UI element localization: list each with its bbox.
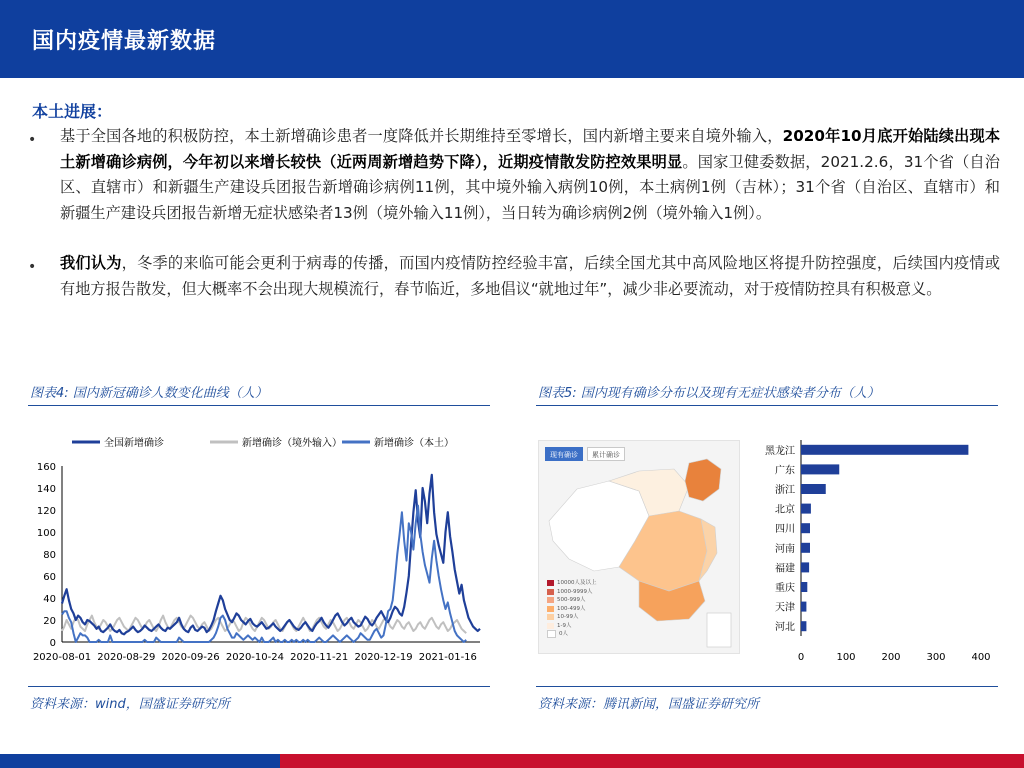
para2-bold: 我们认为 — [60, 254, 122, 272]
legend-swatch — [547, 606, 554, 612]
series-line — [62, 475, 480, 635]
x-tick-label: 100 — [836, 652, 856, 663]
x-tick-label: 2021-01-16 — [418, 652, 477, 663]
bar — [801, 484, 826, 494]
legend-label: 新增确诊（本土） — [374, 438, 454, 449]
map-tab-cumulative[interactable]: 累计确诊 — [587, 447, 625, 461]
x-tick-label: 200 — [881, 652, 901, 663]
bullet-paragraph-2 — [60, 251, 1000, 302]
bar — [801, 543, 810, 553]
legend-label: 新增确诊（境外输入） — [242, 438, 342, 449]
y-tick-label: 0 — [49, 638, 56, 649]
y-tick-label: 80 — [43, 550, 56, 561]
x-tick-label: 2020-09-26 — [161, 652, 220, 663]
legend-swatch — [547, 614, 554, 620]
fig4-title: 图表4: 国内新冠确诊人数变化曲线（人） — [30, 386, 268, 401]
category-label: 广东 — [775, 465, 795, 477]
fig4-top-rule — [28, 405, 490, 406]
para1-text-a: 基于全国各地的积极防控，本土新增确诊患者一度降低并长期维持至零增长，国内新增主要来自境外输入， — [60, 127, 783, 145]
china-map-panel — [538, 440, 740, 654]
category-label: 福建 — [775, 563, 795, 575]
bar-chart — [745, 436, 1000, 668]
fig5-title: 图表5: 国内现有确诊分布以及现有无症状感染者分布（人） — [538, 386, 880, 401]
y-tick-label: 140 — [36, 484, 56, 495]
map-south-sea-inset — [707, 613, 731, 647]
x-tick-label: 2020-12-19 — [354, 652, 413, 663]
category-label: 四川 — [775, 524, 795, 536]
bar — [801, 602, 806, 612]
legend-swatch — [547, 597, 554, 603]
y-tick-label: 40 — [43, 594, 56, 605]
fig4-source: 资料来源：wind，国盛证券研究所 — [30, 697, 230, 712]
y-tick-label: 20 — [43, 616, 56, 627]
legend-swatch — [547, 630, 556, 638]
bar — [801, 445, 968, 455]
bar — [801, 523, 810, 533]
para1-text-b: 。国家卫健委数据，2021.2.6，31个省（自治区、直辖市）和新疆生产建设兵团报告新增确诊病例11例，其中境外输入病例10例，本土病例1例（吉林）；31个省（自治区、直辖市）和新疆生产建设兵团报告新增无症状感染者13例（境外输入11例），当日转为确诊病例2例（境外输入1例）。 — [60, 152, 1000, 222]
bar — [801, 562, 809, 572]
fig5-bottom-rule — [536, 686, 998, 687]
legend-swatch — [547, 623, 554, 629]
y-tick-label: 60 — [43, 572, 56, 583]
bullet-paragraph-1 — [60, 124, 1000, 226]
header-bar — [0, 0, 1024, 78]
para1-bold: 2020年10月底开始陆续出现本土新增确诊病例，今年初以来增长较快（近两周新增趋势下降），近期疫情散发防控效果明显 — [60, 127, 1001, 171]
x-tick-label: 2020-10-24 — [225, 652, 284, 663]
y-tick-label: 160 — [36, 462, 56, 473]
legend-label: 全国新增确诊 — [104, 438, 164, 449]
category-label: 北京 — [775, 504, 795, 516]
fig4-bottom-rule — [28, 686, 490, 687]
x-tick-label: 2020-11-21 — [290, 652, 349, 663]
bar — [801, 582, 807, 592]
section-title: 本土进展： — [32, 102, 113, 121]
category-label: 重庆 — [775, 583, 795, 594]
x-tick-label: 300 — [926, 652, 946, 663]
bar — [801, 464, 839, 474]
map-tab-current[interactable]: 现有确诊 — [545, 447, 583, 461]
line-chart — [28, 428, 490, 668]
bullet-symbol: • — [28, 132, 37, 148]
category-label: 河南 — [775, 543, 795, 555]
bullet-symbol: • — [28, 259, 37, 275]
category-label: 浙江 — [775, 485, 795, 496]
footer-stripe-blue — [0, 754, 280, 768]
bar — [801, 621, 806, 631]
category-label: 天津 — [775, 602, 795, 614]
x-tick-label: 0 — [797, 652, 805, 663]
x-tick-label: 400 — [971, 652, 991, 663]
para2-text: ，冬季的来临可能会更利于病毒的传播，而国内疫情防控经验丰富，后续全国尤其中高风险地区将提升防控强度，后续国内疫情或有地方报告散发，但大概率不会出现大规模流行，春节临近，多地倡议“就地过年”，减少非必要流动，对于疫情防控具有积极意义。 — [60, 254, 1001, 298]
footer-stripe-red — [280, 754, 1024, 768]
bar — [801, 504, 811, 514]
y-tick-label: 100 — [36, 528, 56, 539]
legend-swatch — [547, 589, 554, 595]
map-northeast-region — [685, 459, 721, 501]
x-tick-label: 2020-08-29 — [97, 652, 156, 663]
category-label: 黑龙江 — [765, 445, 795, 457]
category-label: 河北 — [775, 622, 795, 634]
y-tick-label: 120 — [36, 506, 56, 517]
page-title: 国内疫情最新数据 — [32, 29, 217, 54]
fig5-top-rule — [536, 405, 998, 406]
map-legend: 10000人及以上 1000-9999人 500-999人 100-499人 10-99人 1-9人 0人 — [547, 579, 597, 639]
legend-swatch — [547, 580, 554, 586]
x-tick-label: 2020-08-01 — [32, 652, 92, 663]
fig5-source: 资料来源：腾讯新闻，国盛证券研究所 — [538, 697, 760, 712]
